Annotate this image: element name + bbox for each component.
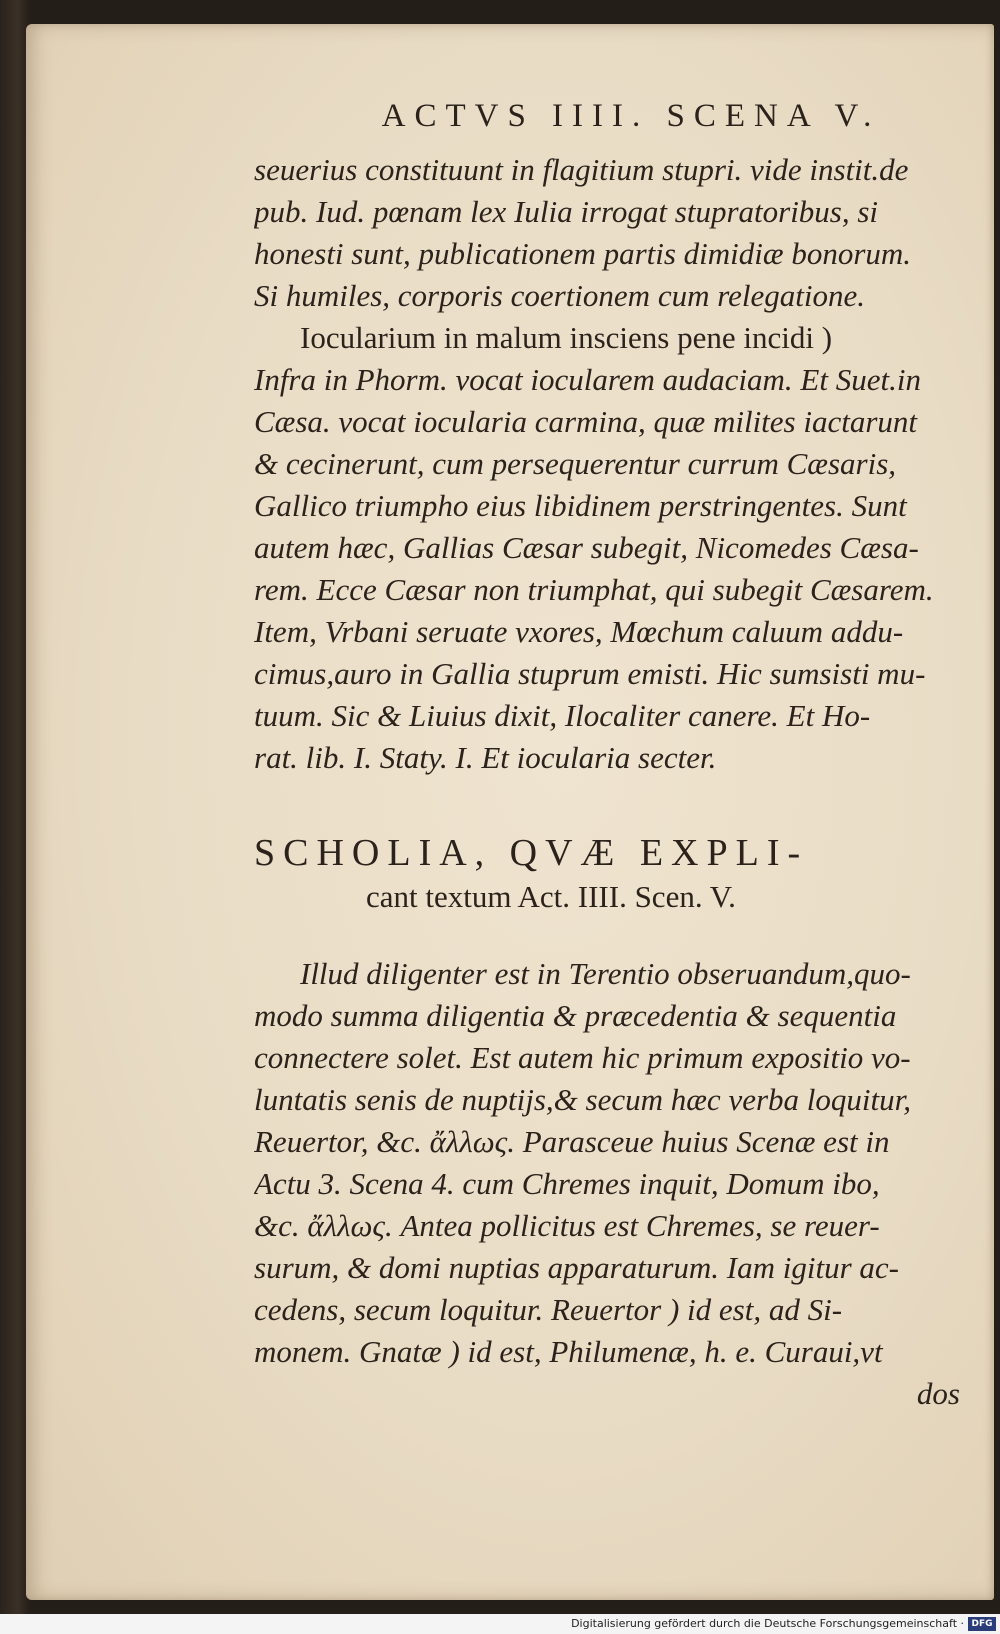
spacer xyxy=(254,919,970,953)
text-line: modo summa diligentia & præcedentia & sequentia xyxy=(254,998,897,1033)
section-title: SCHOLIA, QVÆ EXPLI- xyxy=(254,832,809,874)
text-line: & cecinerunt, cum persequerentur currum Cæsaris, xyxy=(254,446,897,481)
catchword: dos xyxy=(916,1376,960,1411)
text-line: monem. Gnatæ ) id est, Philumenæ, h. e. Curaui,vt xyxy=(254,1334,883,1369)
footer-credit-text: Digitalisierung gefördert durch die Deutsche Forschungsgemeinschaft · xyxy=(571,1617,964,1630)
dfg-logo-icon: DFG xyxy=(968,1617,996,1631)
text-line: surum, & domi nuptias apparaturum. Iam igitur ac- xyxy=(254,1250,899,1285)
text-line: seuerius constituunt in flagitium stupri. vide instit.de xyxy=(254,152,909,187)
text-line: rat. lib. I. Staty. I. Et iocularia secter. xyxy=(254,740,717,775)
text-line: Reuertor, &c. ἄλλως. Parasceue huius Scenæ est in xyxy=(254,1124,890,1159)
commentary-block xyxy=(254,149,970,317)
text-line: honesti sunt, publicationem partis dimidiæ bonorum. xyxy=(254,236,912,271)
text-line: Illud diligenter est in Terentio obseruandum,quo- xyxy=(300,956,911,991)
text-line: pub. Iud. pœnam lex Iulia irrogat stupratoribus, si xyxy=(254,194,879,229)
text-line: luntatis senis de nuptijs,& secum hæc verba loquitur, xyxy=(254,1082,911,1117)
lemma-line: Iocularium in malum insciens pene incidi ) xyxy=(300,320,833,355)
text-line: Cæsa. vocat iocularia carmina, quæ milites iactarunt xyxy=(254,404,918,439)
section-subtitle: cant textum Act. IIII. Scen. V. xyxy=(366,879,736,914)
text-line: connectere solet. Est autem hic primum expositio vo- xyxy=(254,1040,911,1075)
text-line: &c. ἄλλως. Antea pollicitus est Chremes, se reuer- xyxy=(254,1208,880,1243)
text-line: Infra in Phorm. vocat iocularem audaciam. Et Suet.in xyxy=(254,362,921,397)
text-line: tuum. Sic & Liuius dixit, Ilocaliter canere. Et Ho- xyxy=(254,698,871,733)
text-line: cimus,auro in Gallia stuprum emisti. Hic sumsisti mu- xyxy=(254,656,926,691)
running-head: ACTVS IIII. SCENA V. xyxy=(381,98,881,134)
scholia-block xyxy=(254,953,970,1373)
text-line: Actu 3. Scena 4. cum Chremes inquit, Domum ibo, xyxy=(254,1166,880,1201)
text-line: Si humiles, corporis coertionem cum relegatione. xyxy=(254,278,865,313)
text-line: Gallico triumpho eius libidinem perstringentes. Sunt xyxy=(254,488,907,523)
text-line: Item, Vrbani seruate vxores, Mœchum caluum addu- xyxy=(254,614,904,649)
page-text-block xyxy=(254,90,970,1415)
text-line: cedens, secum loquitur. Reuertor ) id est, ad Si- xyxy=(254,1292,843,1327)
lemma-block xyxy=(254,317,970,779)
text-line: rem. Ecce Cæsar non triumphat, qui subegit Cæsarem. xyxy=(254,572,934,607)
text-line: autem hæc, Gallias Cæsar subegit, Nicomedes Cæsa- xyxy=(254,530,919,565)
digitization-footer xyxy=(0,1614,1000,1634)
